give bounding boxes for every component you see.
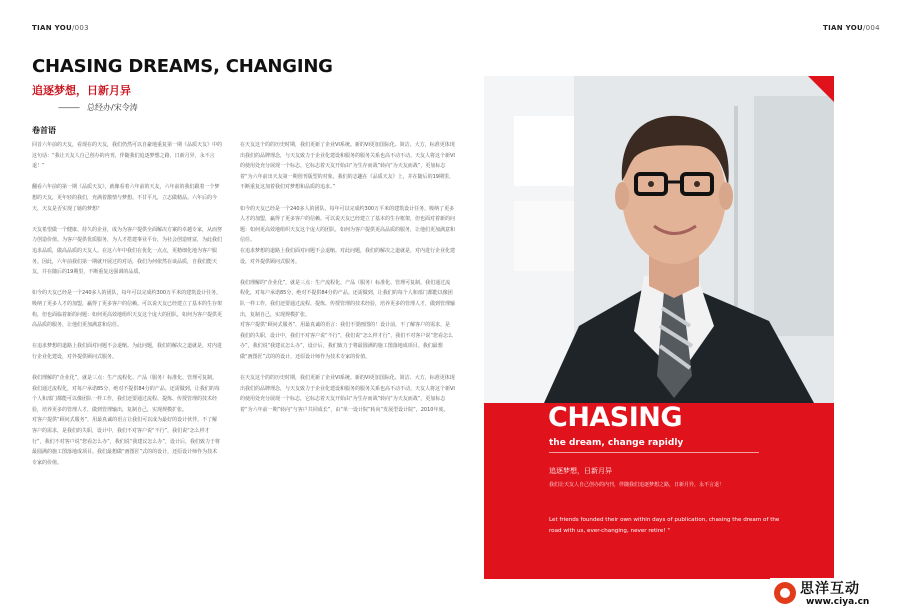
watermark-name: 思洋互动 — [800, 581, 860, 597]
feature-english-text: Let friends founded their own within days of publication, chasing the dream of the road with us, ever-changing, never retire! " — [549, 517, 780, 534]
right-page-header — [823, 24, 880, 32]
article-title: CHASING DREAMS, CHANGING — [32, 56, 333, 77]
article-subtitle: 追逐梦想，日新月异 — [32, 84, 131, 97]
paragraph: 翻看六年前的第一期《品质天友》，就像看着六年前的天友，六年前的我们跟着一个梦想的天友，更年轻的我们，充满着激情与梦想。不甘平凡，立志做精品。六年后的今天，天友是否实现了她的梦想？ — [32, 184, 220, 212]
author-line — [58, 102, 138, 113]
corner-accent-triangle — [808, 76, 834, 102]
feature-chinese-text: 我们让天友人自己创办的内刊，伴随我们追逐梦想之路，日新月异，永不言退！ — [549, 482, 725, 488]
paragraph: 我们理解的“企业化”，就是三点：生产流程化、产品（服务）标准化、管理可复制。我们通过流程化，对每户承诺85分，绝对不提供84分的产品。还需做到，让我们的每个人和部门都能以像团队一样工作，我们还要通过流程、提炼、传授管理的技术经验，培养更多的管理人才，做到管理输出，复制自己，实现规模扩张。 — [240, 279, 456, 318]
feature-chinese-title: 追逐梦想，日新月异 — [549, 467, 612, 475]
text-column-2 — [240, 140, 455, 415]
right-page-number: /004 — [862, 24, 880, 32]
author-name: 总经办/宋令涛 — [87, 103, 138, 112]
paragraph: 如今的天友已经是一个240多人的团队，每年可以完成约300万平米的建筑设计任务，吸纳了更多人才的加盟，赢得了更多客户的信赖。可以说天友已经建立了基本的生存框架，但也面对着新的问题：如何更高效地组织天友这个庞大的团队，如何为客户提供更高品质的服务，让他们更加满意和信任。 — [240, 205, 456, 244]
site-watermark — [770, 578, 892, 610]
text-column-1 — [32, 140, 222, 468]
left-page-header — [32, 24, 89, 32]
watermark-url: www.ciya.cn — [806, 597, 870, 607]
right-brand: TIAN YOU — [823, 24, 863, 32]
paragraph: 在天友这个的的历史时期，我们更新了企业VI系统。新的VI更加国际化、简洁、大方，标准更体现出我们的品牌理念，与天友致力于企业化建设和服务的服务关系也高不动不动。天友人将这个新VI的使用处充分展现一个标志，它标志着天友开始由“为生存而战”转向“为天友而战”，更加标志着“为六年前出天友第一期创刊版型的对象，我们的志趣在《品质天友》上，并在随后的19期里，不断重复这加着我们对梦想和品质的追求。” — [240, 142, 455, 191]
portrait-photo — [484, 76, 834, 403]
feature-tagline: the dream, change rapidly — [549, 438, 684, 448]
paragraph: 对客户提供“顾问式服务”，用最真诚的语言让我们可以成为最好的设计伙伴。不了解客户的需求，是我们的失职，设计中，我们不对客户说“不行”，我们说“怎么样才行”，我们不对客户说“您看怎么办”，我们说“我建议怎么办”，设计后，我们致力于将最圆满的施工图落地成项目。我们最想做“画图匠”式的的设计，还原设计师作为技术专家的价值。 — [32, 417, 220, 466]
left-page-number: /003 — [71, 24, 89, 32]
paragraph: 回首六年前的天友，看现在的天友，我们仍然可以自豪地重复第一期《品质天友》中的这句话：“我让天友人自己创办的内刊，伴随我们追逐梦想之路，日新月异，永不言退！” — [32, 142, 223, 170]
feature-divider — [549, 452, 759, 453]
paragraph: 在天友这个的的历史时期，我们更新了企业VI系统。新的VI更加国际化、简洁、大方，标准更体现出我们的品牌理念，与天友致力于企业化建设和服务的服务关系也高不动不动。天友人将这个新VI的使用处充分展现一个标志，它标志着天友开始由“为生存而战”转向“为天友而战”，更加标志着“为六年前一期”转向“与客户共同成长”，由“单一设计院”转向“发展型设计院”，2010年度。 — [240, 375, 455, 413]
paragraph: 我们理解的“企业化”，就是三点：生产流程化、产品（服务）标准化、管理可复制。我们通过流程化，对每户承诺85分，绝对不提供84分的产品。还需做到，让我们的每个人和部门都能可以像团队一样工作，我们还要通过流程、提炼、传授管理的技术经验，培养更多的管理人才，做到管理输出，复制自己，实现规模扩张。 — [32, 375, 220, 413]
section-heading: 卷首语 — [32, 126, 56, 135]
paragraph: 在追求梦想的道路上我们面对问题不会退缩。对此问题，我们的解决之道就是，对内进行企业化建设，对外提供顾问式服务。 — [240, 247, 456, 265]
watermark-logo-icon — [774, 582, 796, 604]
paragraph: 对客户提供“顾问式服务”，用最真诚的语言：我们不要画图的！设计前，不了解客户的需求，是我们的失职，设计中，我们不对客户说“不行”，我们说“怎么样才行”，我们不对客户说“您看怎么办”，我们说“我建议怎么办”，设计后，我们致力于将最圆满的施工图落地成项目。我们最想做“画图匠”式的的设计，还原设计师作为技术专家的价值。 — [240, 322, 453, 360]
left-brand: TIAN YOU — [32, 24, 72, 32]
portrait-illustration — [484, 76, 834, 403]
feature-heading: CHASING — [548, 402, 683, 433]
author-dash: ——— — [58, 103, 79, 112]
paragraph: 如今的天友已经是一个240多人的团队，每年可以完成约300万平米的建筑设计任务，吸纳了更多人才的加盟，赢得了更多客户的信赖。可以说天友已经建立了基本的生存架构，但也面临着新的问题：如何更高效地组织天友这个庞大的团队，如何为客户提供更高品质的服务，让他们更加满意和信任。 — [32, 290, 223, 329]
paragraph: 在追求梦想的道路上我们面对问题不会退缩。为此问题，我们的解决之道就是，对内进行企业化建设，对外提供顾问式服务。 — [32, 343, 223, 360]
paragraph: 天友希望做一个健康、持久的企业，成为为客户提供全面解决方案的卓越专家，从而努力创造价值。为客户提供优质服务，为人才搭建事业平台，为社会创造财富，为此我们追求品质，做高品质的天友人。在这六年中我们在优化一点点，更精细化地为客户服务。因此，六年前我们第一期就开展过的对话，我们为何依然在谈品质，自我们能天友，并在随后的19期里，不断重复这强调的品质。 — [32, 226, 223, 276]
